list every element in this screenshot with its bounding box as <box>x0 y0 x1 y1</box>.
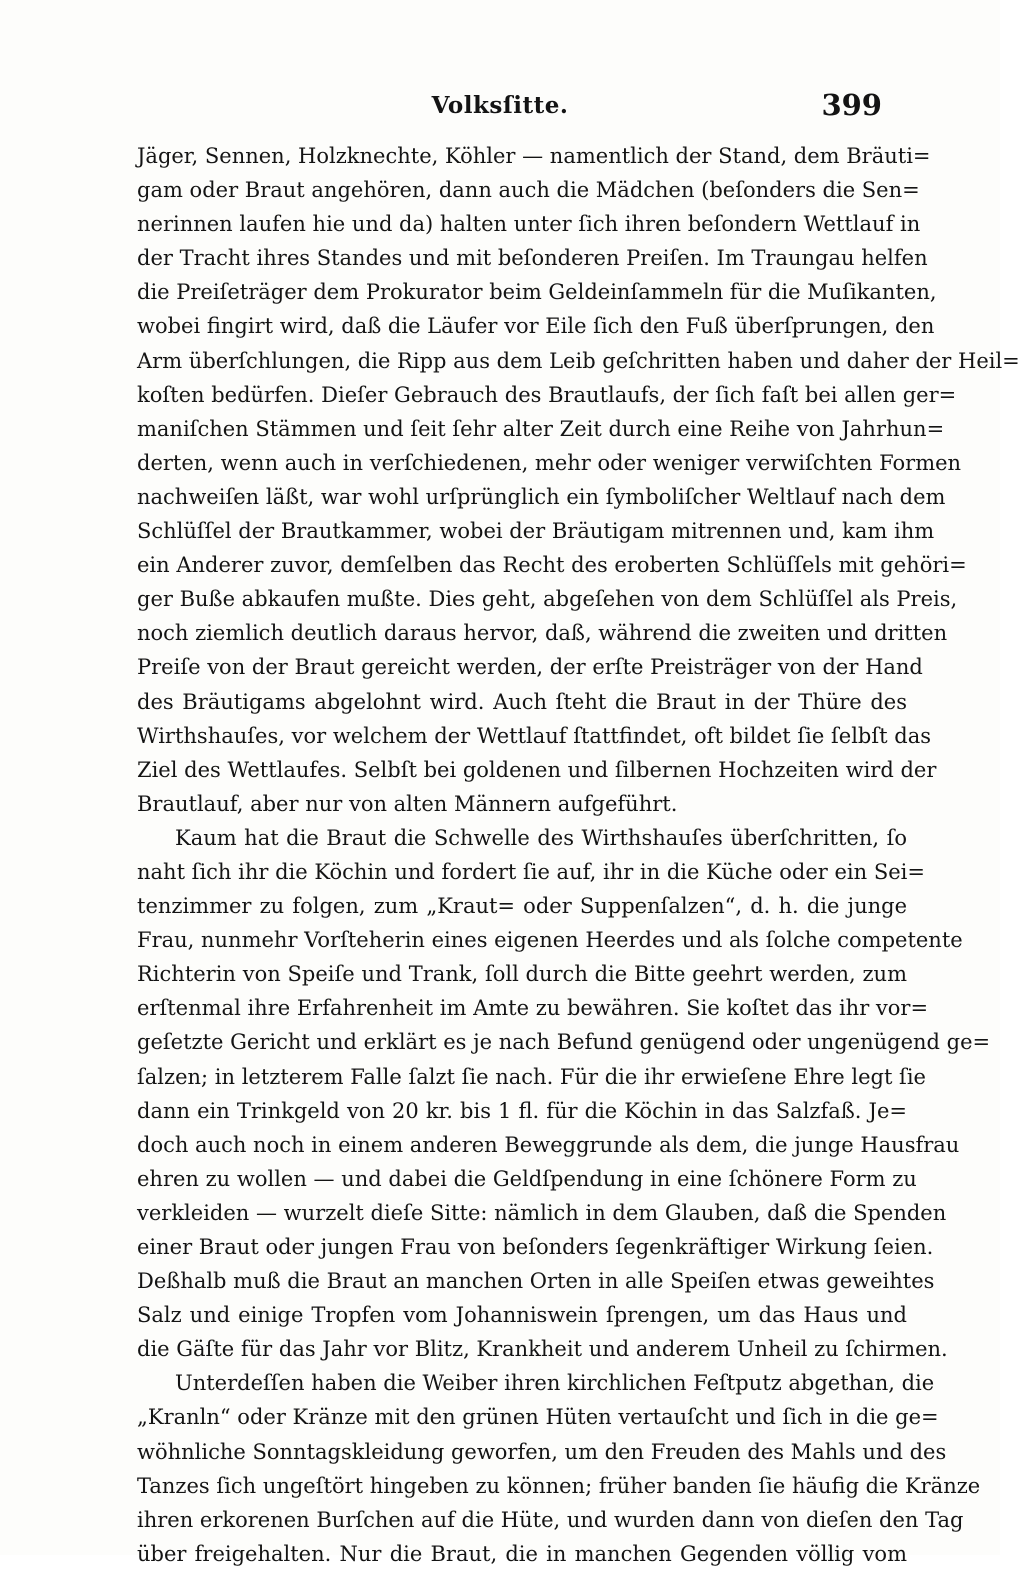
paragraph-end-line: Brautlauf, aber nur von alten Männern aufgeführt. <box>137 791 678 816</box>
paragraph-start-line: Unterdeſſen haben die Weiber ihren kirchlichen Feſtputz abgethan, die <box>175 1371 935 1396</box>
text-line: tenzimmer zu folgen, zum „Kraut= oder Suppenſalzen“, d. h. die junge <box>137 894 907 919</box>
text-line: Schlüſſel der Brautkammer, wobei der Bräutigam mitrennen und, kam ihm <box>137 519 935 544</box>
text-line: ſalzen; in letzterem Falle ſalzt ſie nach. Für die ihr erwieſene Ehre legt ſie <box>137 1064 926 1089</box>
text-line: wöhnliche Sonntagskleidung geworfen, um den Freuden des Mahls und des <box>137 1439 947 1464</box>
text-line: maniſchen Stämmen und ſeit ſehr alter Zeit durch eine Reihe von Jahrhun= <box>137 416 945 441</box>
text-line: Tanzes ſich ungeſtört hingeben zu können; früher banden ſie häufig die Kränze <box>137 1473 981 1498</box>
text-line: des Bräutigams abgelohnt wird. Auch ſteht die Braut in der Thüre des <box>137 689 907 714</box>
text-line: ein Anderer zuvor, demſelben das Recht des eroberten Schlüſſels mit gehöri= <box>137 553 967 578</box>
text-line: über freigehalten. Nur die Braut, die in manchen Gegenden völlig vom <box>137 1541 907 1566</box>
text-line: doch auch noch in einem anderen Beweggrunde als dem, die junge Hausfrau <box>137 1132 960 1157</box>
text-line: Salz und einige Tropfen vom Johanniswein ſprengen, um das Haus und <box>137 1303 907 1328</box>
running-title: Volksſitte. <box>431 92 569 119</box>
text-line: Frau, nunmehr Vorſteherin eines eigenen Heerdes und als ſolche competente <box>137 928 963 953</box>
text-line: Preiſe von der Braut gereicht werden, der erſte Preisträger von der Hand <box>137 655 923 680</box>
text-line: Jäger, Sennen, Holzknechte, Köhler — namentlich der Stand, dem Bräuti= <box>137 144 931 168</box>
text-line: geſetzte Gericht und erklärt es je nach Befund genügend oder ungenügend ge= <box>137 1030 991 1055</box>
text-line: Ziel des Wettlaufes. Selbſt bei goldenen und ſilbernen Hochzeiten wird der <box>137 757 937 782</box>
body-text <box>137 139 1020 1571</box>
text-line: noch ziemlich deutlich daraus hervor, daß, während die zweiten und dritten <box>137 621 948 646</box>
text-line: gam oder Braut angehören, dann auch die Mädchen (beſonders die Sen= <box>137 178 920 203</box>
text-line: die Preiſeträger dem Prokurator beim Geldeinſammeln für die Muſikanten, <box>137 280 937 305</box>
text-line: Deßhalb muß die Braut an manchen Orten in alle Speiſen etwas geweihtes <box>137 1269 935 1294</box>
text-line: derten, wenn auch in verſchiedenen, mehr oder weniger verwiſchten Formen <box>137 450 962 475</box>
text-line: ehren zu wollen — und dabei die Geldſpendung in eine ſchönere Form zu <box>137 1166 917 1191</box>
text-line: ihren erkorenen Burſchen auf die Hüte, und wurden dann von dieſen den Tag <box>137 1507 964 1532</box>
page-number: 399 <box>821 88 882 122</box>
text-line: wobei fingirt wird, daß die Läufer vor Eile ſich den Fuß überſprungen, den <box>137 314 935 339</box>
text-line: Richterin von Speiſe und Trank, ſoll durch die Bitte geehrt werden, zum <box>137 962 907 987</box>
text-line: Arm überſchlungen, die Ripp aus dem Leib geſchritten haben und daher der Heil= <box>137 348 1020 373</box>
text-line: nerinnen laufen hie und da) halten unter ſich ihren beſondern Wettlauf in <box>137 212 921 237</box>
text-line: nachweiſen läßt, war wohl urſprünglich ein ſymboliſcher Weltlauf nach dem <box>137 484 946 509</box>
text-line: erſtenmal ihre Erfahrenheit im Amte zu bewähren. Sie koſtet das ihr vor= <box>137 996 929 1021</box>
text-line: dann ein Trinkgeld von 20 kr. bis 1 fl. für die Köchin in das Salzfaß. Je= <box>137 1098 907 1123</box>
text-line: Wirthshauſes, vor welchem der Wettlauf ſtattfindet, oft bildet ſie ſelbſt das <box>137 723 931 748</box>
text-line: „Kranln“ oder Kränze mit den grünen Hüten vertauſcht und ſich in die ge= <box>137 1405 939 1430</box>
text-line: naht ſich ihr die Köchin und fordert ſie auf, ihr in die Küche oder ein Sei= <box>137 859 925 884</box>
text-line: koſten bedürfen. Dieſer Gebrauch des Brautlaufs, der ſich faſt bei allen ger= <box>137 382 957 407</box>
paragraph-end-line: die Gäſte für das Jahr vor Blitz, Krankheit und anderem Unheil zu ſchirmen. <box>137 1337 948 1362</box>
text-line: der Tracht ihres Standes und mit beſonderen Preiſen. Im Traungau helfen <box>137 246 928 271</box>
paragraph-start-line: Kaum hat die Braut die Schwelle des Wirthshauſes überſchritten, ſo <box>175 825 907 850</box>
text-line: ger Buße abkaufen mußte. Dies geht, abgeſehen von dem Schlüſſel als Preis, <box>137 587 958 612</box>
text-line: einer Braut oder jungen Frau von beſonders ſegenkräftiger Wirkung ſeien. <box>137 1235 934 1259</box>
text-line: verkleiden — wurzelt dieſe Sitte: nämlich in dem Glauben, daß die Spenden <box>137 1200 947 1225</box>
